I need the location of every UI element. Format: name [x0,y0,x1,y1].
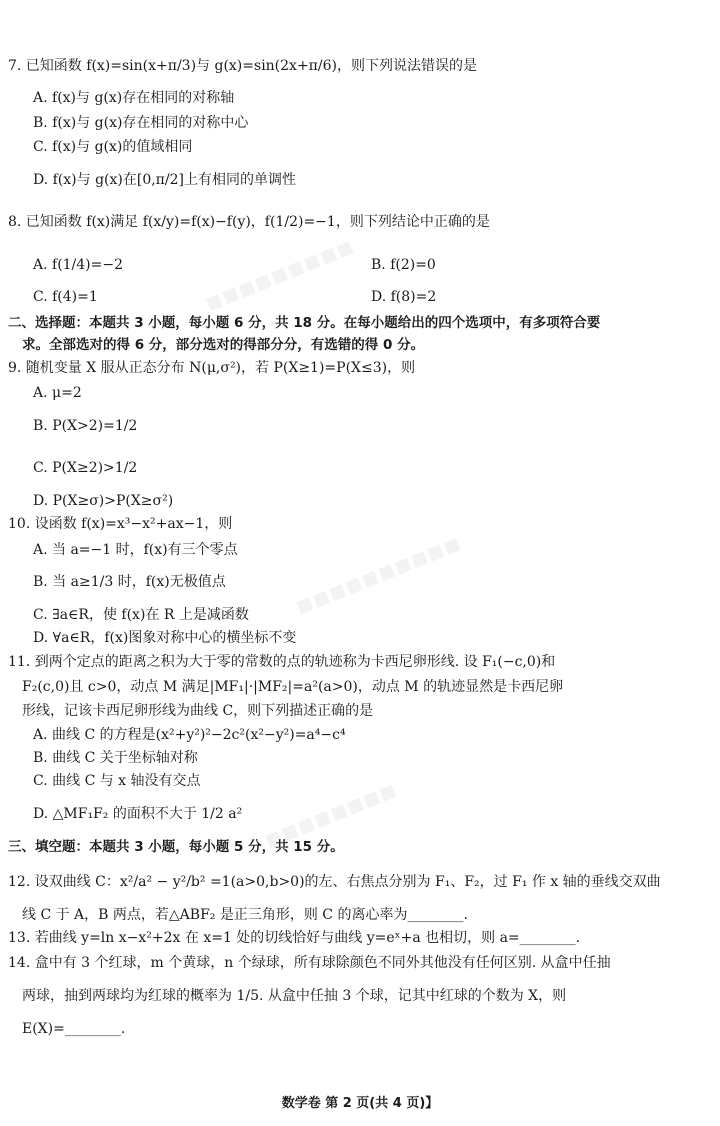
q9-option-c: C. P(X≥2)>1/2 [33,460,138,476]
q7-option-c: C. f(x)与 g(x)的值域相同 [33,139,193,155]
watermark: ▪▪▪▪▪▪▪▪▪▪ [290,528,466,622]
q8-option-b: B. f(2)=0 [371,257,436,273]
q14-stem: 14. 盒中有 3 个红球，m 个黄球，n 个绿球，所有球除颜色不同外其他没有任何区别. 从盒中任抽 [8,955,611,971]
section-2-heading-cont: 求。全部选对的得 6 分，部分选对的得部分分，有选错的得 0 分。 [22,337,425,353]
q14-stem-cont: 两球，抽到两球均为红球的概率为 1/5. 从盒中任抽 3 个球，记其中红球的个数为 X，则 [22,988,567,1004]
watermark: ▪▪▪▪▪▪▪▪ [259,774,402,856]
q12-stem: 12. 设双曲线 C：x²/a² − y²/b² =1(a>0,b>0)的左、右焦点分别为 F₁、F₂，过 F₁ 作 x 轴的垂线交双曲 [8,874,661,890]
page-footer: 数学卷 第 2 页(共 4 页)】 [281,1096,439,1111]
section-2-heading: 二、选择题：本题共 3 小题，每小题 6 分，共 18 分。在每小题给出的四个选项中，有多项符合要 [8,315,601,331]
q9-option-d: D. P(X≥σ)>P(X≥σ²) [33,493,174,509]
q13-stem: 13. 若曲线 y=ln x−x²+2x 在 x=1 处的切线恰好与曲线 y=eˣ+a 也相切，则 a=________. [8,930,581,946]
q7-stem: 7. 已知函数 f(x)=sin(x+π/3)与 g(x)=sin(2x+π/6)，则下列说法错误的是 [8,58,477,74]
q8-option-c: C. f(4)=1 [33,289,98,305]
q10-stem: 10. 设函数 f(x)=x³−x²+ax−1，则 [8,516,233,532]
q14-stem-cont: E(X)=________. [22,1021,126,1037]
q8-option-d: D. f(8)=2 [371,289,437,305]
q7-option-a: A. f(x)与 g(x)存在相同的对称轴 [33,90,235,106]
watermark: ▪▪▪▪▪▪▪▪▪ [200,231,359,319]
q9-stem: 9. 随机变量 X 服从正态分布 N(μ,σ²)，若 P(X≥1)=P(X≤3)，则 [8,360,416,376]
q8-option-a: A. f(1/4)=−2 [33,257,124,273]
q7-option-d: D. f(x)与 g(x)在[0,π/2]上有相同的单调性 [33,172,296,188]
q11-stem: 11. 到两个定点的距离之积为大于零的常数的点的轨迹称为卡西尼卵形线. 设 F₁(−c,0)和 [8,654,556,670]
q11-option-d: D. △MF₁F₂ 的面积不大于 1/2 a² [33,806,243,822]
q10-option-d: D. ∀a∈R，f(x)图象对称中心的横坐标不变 [33,630,297,646]
section-3-heading: 三、填空题：本题共 3 小题，每小题 5 分，共 15 分。 [8,839,344,855]
q11-option-a: A. 曲线 C 的方程是(x²+y²)²−2c²(x²−y²)=a⁴−c⁴ [33,727,346,743]
q11-stem-cont: 形线，记该卡西尼卵形线为曲线 C，则下列描述正确的是 [22,703,374,719]
q10-option-a: A. 当 a=−1 时，f(x)有三个零点 [33,542,238,558]
q10-option-b: B. 当 a≥1/3 时，f(x)无极值点 [33,574,226,590]
q11-option-b: B. 曲线 C 关于坐标轴对称 [33,750,198,766]
q9-option-a: A. μ=2 [33,385,82,401]
q12-stem-cont: 线 C 于 A，B 两点，若△ABF₂ 是正三角形，则 C 的离心率为________. [22,907,468,923]
q11-option-c: C. 曲线 C 与 x 轴没有交点 [33,773,201,789]
q9-option-b: B. P(X>2)=1/2 [33,418,138,434]
q7-option-b: B. f(x)与 g(x)存在相同的对称中心 [33,115,249,131]
q11-stem-cont: F₂(c,0)且 c>0，动点 M 满足|MF₁|·|MF₂|=a²(a>0)，动点 M 的轨迹显然是卡西尼卵 [22,679,564,695]
q8-stem: 8. 已知函数 f(x)满足 f(x/y)=f(x)−f(y)，f(1/2)=−1，则下列结论中正确的是 [8,214,490,230]
q10-option-c: C. ∃a∈R，使 f(x)在 R 上是减函数 [33,607,249,623]
